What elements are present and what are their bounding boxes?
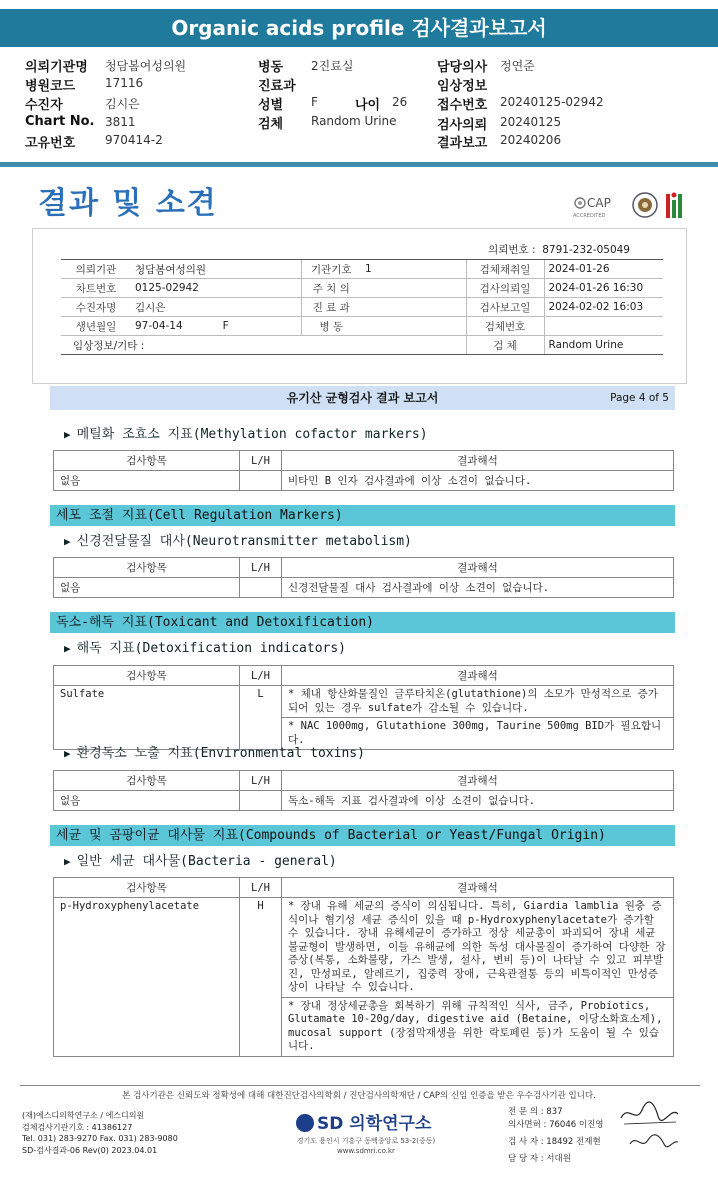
cell-value: 1 <box>361 260 466 279</box>
item-cell: 없음 <box>54 578 240 598</box>
flag-cell: L <box>240 686 282 750</box>
interp-cell: 비타민 B 인자 검사결과에 이상 소견이 없습니다. <box>282 471 674 491</box>
sd-brand-text: SD 의학연구소 <box>317 1114 432 1134</box>
request-info-box <box>32 228 687 384</box>
col-header-interp: 결과해석 <box>282 878 674 898</box>
specimen-value: Random Urine <box>311 114 397 128</box>
table-row <box>61 279 663 298</box>
col-header-interp: 결과해석 <box>282 771 674 791</box>
signature-image <box>616 1100 686 1160</box>
cell-value <box>131 317 301 336</box>
subheading-text: 일반 세균 대사물(Bacteria - general) <box>76 854 337 869</box>
form-revision: SD-검사결과-06 Rev(0) 2023.04.01 <box>22 1145 158 1155</box>
item-cell: p-Hydroxyphenylacetate <box>54 898 240 1057</box>
report-date-value: 20240206 <box>500 133 562 147</box>
department-label: 진료과 <box>258 79 296 94</box>
toxicant-bar: 독소-해독 지표(Toxicant and Detoxification) <box>50 612 675 633</box>
item-cell: 없음 <box>54 791 240 811</box>
unique-no-value: 970414-2 <box>105 133 163 147</box>
signer-manager: 담 당 자 : 서대원 <box>508 1154 571 1164</box>
doctor-label: 담당의사 <box>437 60 488 75</box>
cell-label: 검체번호 <box>466 317 544 336</box>
unique-no-label: 고유번호 <box>25 136 76 151</box>
institution-phone: Tel. 031) 283-9270 Fax. 031) 283-9080 <box>22 1134 178 1143</box>
receipt-no-value: 20240125-02942 <box>500 95 604 109</box>
col-header-item: 검사항목 <box>54 878 240 898</box>
request-no-value: 8791-232-05049 <box>542 244 630 256</box>
cell-label: 수진자명 <box>61 298 131 317</box>
request-number <box>488 242 630 257</box>
report-subtitle-bar <box>50 386 675 410</box>
cell-value <box>361 279 466 298</box>
interp-cell: 신경전달물질 대사 검사결과에 이상 소견이 없습니다. <box>282 578 674 598</box>
detoxification-subheading <box>64 637 346 656</box>
col-header-interp: 결과해석 <box>282 666 674 686</box>
cell-value: 청담봄여성의원 <box>131 260 301 279</box>
flag-cell <box>240 471 282 491</box>
patient-value: 김시은 <box>105 97 140 111</box>
clinical-info-label: 임상정보 <box>437 79 488 94</box>
table-row <box>61 317 663 336</box>
patient-label: 수진자 <box>25 98 63 113</box>
cell-value <box>544 317 663 336</box>
col-header-item: 검사항목 <box>54 771 240 791</box>
institution-info <box>22 1110 178 1156</box>
hospital-label: 의뢰기관명 <box>25 60 88 75</box>
patient-header <box>0 52 718 157</box>
cell-regulation-bar: 세포 조절 지표(Cell Regulation Markers) <box>50 505 675 526</box>
flag-cell <box>240 578 282 598</box>
item-cell: 없음 <box>54 471 240 491</box>
website-text: www.sdmri.co.kr <box>337 1147 395 1155</box>
col-header-lh: L/H <box>240 451 282 471</box>
kslm-logo-icon <box>666 193 682 219</box>
table-row <box>54 898 674 998</box>
triangle-icon: ▶ <box>64 428 71 441</box>
header-divider <box>0 162 718 167</box>
hospital-code-label: 병원코드 <box>25 79 76 94</box>
table-row <box>54 878 674 898</box>
clinical-info-cell: 임상정보/기타 : <box>61 336 466 355</box>
flag-cell <box>240 791 282 811</box>
triangle-icon: ▶ <box>64 747 71 760</box>
subheading-text: 해독 지표(Detoxification indicators) <box>76 641 347 656</box>
bacteria-table <box>53 877 674 1057</box>
report-subtitle: 유기산 균형검사 결과 보고서 <box>286 391 439 405</box>
environmental-subheading <box>64 742 365 761</box>
receipt-no-label: 접수번호 <box>437 98 488 113</box>
cell-label: 의뢰기관 <box>61 260 131 279</box>
triangle-icon: ▶ <box>64 642 71 655</box>
cell-label: 검 체 <box>466 336 544 355</box>
cell-value: 0125-02942 <box>131 279 301 298</box>
footer-divider <box>20 1085 700 1086</box>
cell-label: 기관기호 <box>301 260 361 279</box>
sd-logo <box>296 1109 431 1134</box>
cell-value <box>361 298 466 317</box>
table-row <box>61 260 663 279</box>
institution-code: 검체검사기관기호 : 41386127 <box>22 1122 133 1132</box>
ward-label: 병동 <box>258 60 284 75</box>
cell-label: 주 치 의 <box>301 279 361 298</box>
signers <box>508 1106 604 1166</box>
cap-logo-icon <box>575 198 585 208</box>
cell-label: 진 료 과 <box>301 298 361 317</box>
cell-label: 검사보고일 <box>466 298 544 317</box>
flag-cell: H <box>240 898 282 1057</box>
detoxification-table <box>53 665 674 750</box>
item-cell: Sulfate <box>54 686 240 750</box>
table-row <box>54 771 674 791</box>
methylation-table <box>53 450 674 491</box>
cell-label: 차트번호 <box>61 279 131 298</box>
sex-label: 성별 <box>258 98 284 113</box>
table-row <box>54 791 674 811</box>
sd-logo-icon <box>296 1114 314 1132</box>
table-row <box>54 471 674 491</box>
age-label: 나이 <box>355 98 381 113</box>
specimen-label: 검체 <box>258 117 284 132</box>
col-header-lh: L/H <box>240 558 282 578</box>
cap-sub-text: ACCREDITED <box>573 213 606 219</box>
birth-date: 97-04-14 <box>135 320 183 332</box>
cell-value: 김시은 <box>131 298 301 317</box>
hospital-value: 청담봄여성의원 <box>105 59 187 73</box>
cell-value <box>361 317 466 336</box>
request-no-label: 의뢰번호 : <box>488 244 536 256</box>
col-header-interp: 결과해석 <box>282 451 674 471</box>
institution-address <box>296 1136 436 1156</box>
environmental-table <box>53 770 674 811</box>
birth-sex: F <box>222 320 229 332</box>
col-header-lh: L/H <box>240 878 282 898</box>
table-row <box>54 666 674 686</box>
ward-value: 2진료실 <box>311 59 354 73</box>
institution-name: (재)에스디의학연구소 / 에스디의원 <box>22 1111 145 1120</box>
sex-value: F <box>311 95 318 109</box>
doctor-value: 정연준 <box>500 59 535 73</box>
chart-no-label: Chart No. <box>25 114 95 129</box>
report-title: Organic acids profile 검사결과보고서 <box>0 9 718 47</box>
methylation-subheading <box>64 423 428 442</box>
neurotransmitter-table <box>53 557 674 598</box>
subheading-text: 신경전달물질 대사(Neurotransmitter metabolism) <box>76 534 412 549</box>
subheading-text: 메틸화 조효소 지표(Methylation cofactor markers) <box>76 427 428 442</box>
table-row <box>54 558 674 578</box>
accreditation-note: 본 검사기관은 신뢰도와 정확성에 대해 대한진단검사의학회 / 진단검사의학재단 / CAP의 신임 인증을 받은 우수검사기관 입니다. <box>122 1091 596 1101</box>
cell-value: 2024-01-26 <box>544 260 663 279</box>
interp-cell: * 장내 유해 세균의 증식이 의심됩니다. 특히, Giardia lamblia 원충 증식이나 혐기성 세균 증식이 있을 때 p-Hydroxyphenylacetate가 증가할 수 있습니다. 장내 유해세균이 증가하고 정상 세균총이 파괴되어 장내 세균 불균형이 발생하면, 이들 유해균에 의한 독성 대사물질이 증가하여 다양한 장 증상(복통, 소화불량, 가스 발생, 설사, 변비 등)이 나타날 수 있고 피부발진, 만성피로, 알레르기, 집중력 장애, 근육관절통 등의 비특이적인 만성증상이 나타날 수 있습니다. <box>282 898 674 998</box>
interp-cell: * 체내 항산화물질인 글루타치온(glutathione)의 소모가 만성적으로 증가되어 있는 경우 sulfate가 감소될 수 있습니다. <box>282 686 674 718</box>
interp-cell: 독소-해독 지표 검사결과에 이상 소견이 없습니다. <box>282 791 674 811</box>
col-header-lh: L/H <box>240 771 282 791</box>
cell-label: 생년월일 <box>61 317 131 336</box>
report-date-label: 결과보고 <box>437 136 488 151</box>
address-text: 경기도 용인시 기흥구 동백중앙로 53-2(중동) <box>296 1137 436 1145</box>
table-row <box>61 336 663 355</box>
col-header-lh: L/H <box>240 666 282 686</box>
col-header-item: 검사항목 <box>54 558 240 578</box>
interp-cell: * NAC 1000mg, Glutathione 300mg, Taurine 500mg BID가 필요합니다. <box>282 718 674 750</box>
cell-label: 검체채취일 <box>466 260 544 279</box>
table-row <box>54 451 674 471</box>
col-header-interp: 결과해석 <box>282 558 674 578</box>
bacteria-subheading <box>64 850 337 869</box>
table-row <box>54 578 674 598</box>
hospital-code-value: 17116 <box>105 76 144 90</box>
cell-value: 2024-02-02 16:03 <box>544 298 663 317</box>
interp-cell: * 장내 정상세균총을 회복하기 위해 규칙적인 식사, 금주, Probiotics, Glutamate 10-20g/day, digestive aid (Betaine, 이당소화효소제), mucosal support (장점막재생을 위한 락토페린 등)가 도움이 될 수 있습니다. <box>282 997 674 1056</box>
seal-icon <box>633 193 657 217</box>
table-row <box>54 686 674 718</box>
col-header-item: 검사항목 <box>54 451 240 471</box>
cell-value: 2024-01-26 16:30 <box>544 279 663 298</box>
age-value: 26 <box>392 95 408 109</box>
table-row <box>61 298 663 317</box>
triangle-icon: ▶ <box>64 535 71 548</box>
signer-tester: 검 사 자 : 18492 전재현 <box>508 1137 601 1147</box>
chart-no-value: 3811 <box>105 115 136 129</box>
subheading-text: 환경독소 노출 지표(Environmental toxins) <box>76 746 365 761</box>
col-header-item: 검사항목 <box>54 666 240 686</box>
cap-text: CAP <box>587 196 611 210</box>
signer-license: 의사면허 : 76046 이진영 <box>508 1120 604 1130</box>
accreditation-logos <box>572 190 692 222</box>
results-title: 결과 및 소견 <box>38 186 218 221</box>
request-info-table <box>61 259 663 355</box>
cell-label: 검사의뢰일 <box>466 279 544 298</box>
request-date-label: 검사의뢰 <box>437 118 488 133</box>
page-number: Page 4 of 5 <box>610 392 669 404</box>
request-date-value: 20240125 <box>500 115 562 129</box>
triangle-icon: ▶ <box>64 855 71 868</box>
neurotransmitter-subheading <box>64 530 412 549</box>
cell-value: Random Urine <box>544 336 663 355</box>
cell-label: 병 동 <box>301 317 361 336</box>
bacterial-bar: 세균 및 곰팡이균 대사물 지표(Compounds of Bacterial or Yeast/Fungal Origin) <box>50 825 675 846</box>
signer-specialist: 전 문 의 : 837 <box>508 1107 563 1117</box>
